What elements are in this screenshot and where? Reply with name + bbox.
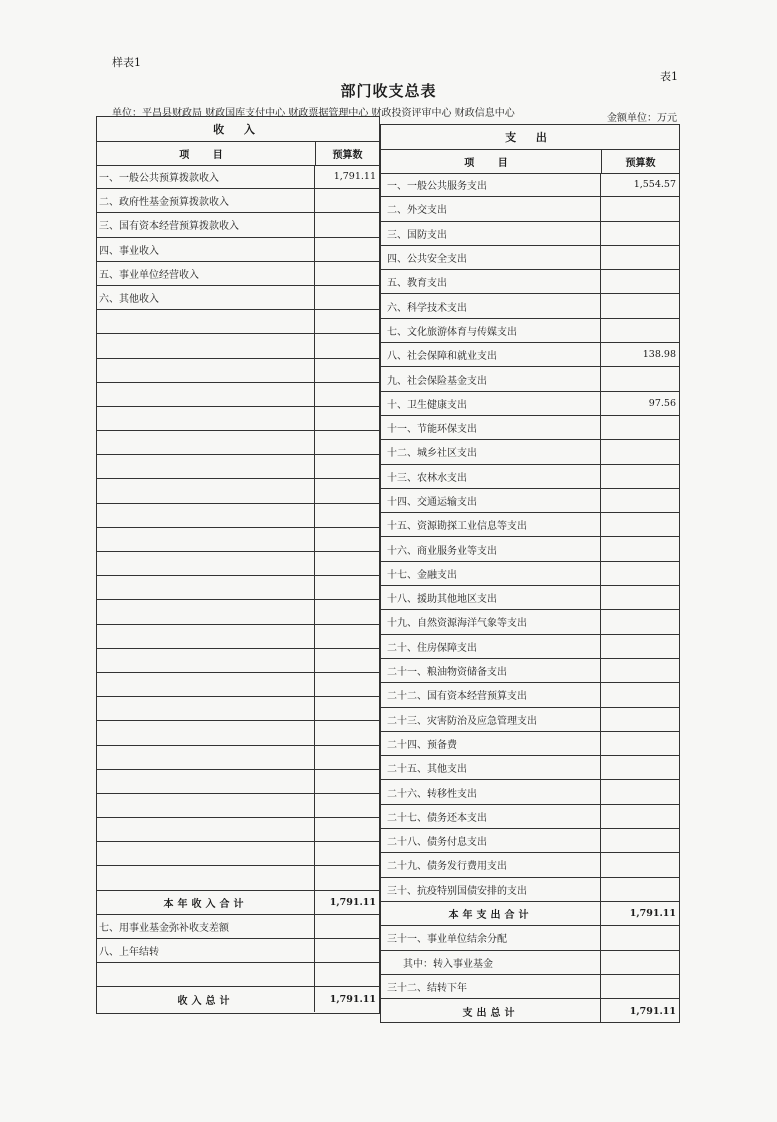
expense-row-name: 十九、自然资源海洋气象等支出 [381,610,601,633]
amount-unit: 金额单位：万元 [607,113,677,124]
income-row-value: 1,791.11 [329,993,376,1005]
income-row-value [315,334,379,357]
expense-row-value [601,683,679,706]
expense-row-name: 二十、住房保障支出 [381,635,601,658]
income-row-value [315,721,379,744]
income-row-value [315,649,379,672]
expense-row-value: 138.98 [642,349,676,361]
expense-row-value [601,270,679,293]
expense-row-name: 十八、援助其他地区支出 [381,586,601,609]
expense-row [381,951,679,975]
income-row-value [315,504,379,527]
income-row-name [97,794,315,817]
expense-row-value [601,635,679,658]
income-row-name [97,334,315,357]
income-row-name: 收入总计 [97,987,315,1011]
income-row [97,455,379,479]
income-row-value [315,213,379,236]
income-row-name [97,528,315,551]
income-col-item: 项 目 [97,141,316,165]
income-row-name [97,359,315,382]
income-row-name: 一、一般公共预算拨款收入 [97,165,315,188]
income-row-name: 六、其他收入 [97,286,315,309]
expense-row-value [601,853,679,876]
income-row-name [97,649,315,672]
income-row-value [315,455,379,478]
income-row [97,334,379,358]
income-row-name [97,600,315,623]
expense-row [381,513,679,537]
expense-row-name: 二十九、债务发行费用支出 [381,853,601,876]
income-row-name [97,866,315,889]
income-rows [97,165,379,1012]
income-row-name [97,576,315,599]
income-row-value [315,673,379,696]
income-row-value [315,407,379,430]
expense-row [381,294,679,318]
expense-row-value [601,659,679,682]
income-row-name [97,625,315,648]
expense-row [381,537,679,561]
income-row-value [315,625,379,648]
income-row [97,673,379,697]
expense-row [381,853,679,877]
expense-row-name: 十六、商业服务业等支出 [381,537,601,560]
income-row-value: 1,791.11 [329,896,376,908]
expense-row-value: 1,791.11 [629,908,676,920]
expense-row-name: 六、科学技术支出 [381,294,601,317]
income-row-value [315,818,379,841]
income-row-name: 五、事业单位经营收入 [97,262,315,285]
income-row-name: 本年收入合计 [97,891,315,914]
income-row-value [315,866,379,889]
expense-row [381,367,679,391]
expense-row-value [601,489,679,512]
expense-row-value [601,780,679,803]
income-row-value [315,600,379,623]
income-row-value [315,189,379,212]
income-row [97,600,379,624]
income-row-value: 1,791.11 [333,171,376,183]
income-row [97,866,379,890]
expense-row-name: 十、卫生健康支出 [381,392,601,415]
expense-row-value [601,756,679,779]
expense-row [381,926,679,950]
expense-row-name: 三十二、结转下年 [381,975,601,998]
expense-subheader [381,149,679,174]
income-row [97,915,379,939]
income-row-name [97,504,315,527]
income-row-name [97,479,315,502]
income-row-name [97,310,315,333]
expense-row [381,416,679,440]
income-row-name [97,697,315,720]
income-subheader [97,141,379,166]
income-col-budget: 预算数 [332,149,363,161]
income-row [97,213,379,237]
expense-row-name: 二十四、预备费 [381,732,601,755]
expense-row-value [601,440,679,463]
income-row [97,431,379,455]
income-row-name [97,746,315,769]
expense-row-name: 三十、抗疫特别国债安排的支出 [381,878,601,901]
income-row [97,165,379,189]
income-row [97,625,379,649]
expense-row-name: 一、一般公共服务支出 [381,173,601,196]
expense-row [381,173,679,197]
income-row-value [315,479,379,502]
expense-row [381,829,679,853]
expense-row-value [601,708,679,731]
income-row [97,939,379,963]
expense-col-item: 项 目 [381,149,602,173]
income-row-value [315,915,379,938]
expense-row-name: 十四、交通运输支出 [381,489,601,512]
income-row-name: 八、上年结转 [97,939,315,962]
expense-row-name: 三、国防支出 [381,222,601,245]
expense-row-value [601,294,679,317]
expense-row-value: 1,791.11 [629,1005,676,1017]
income-row-value [315,963,379,986]
expense-row-name: 三十一、事业单位结余分配 [381,926,601,949]
income-row-name [97,842,315,865]
expense-row [381,392,679,416]
income-row-name [97,673,315,696]
expense-row [381,246,679,270]
income-row [97,552,379,576]
expense-row-name: 二十一、粮油物资储备支出 [381,659,601,682]
expense-row-value [601,878,679,901]
expense-row-value [601,805,679,828]
income-row [97,842,379,866]
income-row-value [315,383,379,406]
income-row [97,891,379,915]
expense-row [381,465,679,489]
income-row-name: 二、政府性基金预算拨款收入 [97,189,315,212]
income-row-value [315,697,379,720]
expense-rows [381,173,679,1023]
income-row-value [315,939,379,962]
page-title: 部门收支总表 [340,82,437,100]
income-row [97,262,379,286]
expense-row-value [601,586,679,609]
expense-row [381,489,679,513]
income-header: 收 入 [97,117,379,142]
income-row [97,407,379,431]
income-row [97,649,379,673]
income-row [97,770,379,794]
expense-row-name: 四、公共安全支出 [381,246,601,269]
expense-row [381,878,679,902]
income-row [97,746,379,770]
expense-row-value [601,222,679,245]
income-row-name [97,455,315,478]
expense-row-value [601,465,679,488]
expense-row [381,222,679,246]
income-row-value [315,431,379,454]
income-row-value [315,528,379,551]
income-row [97,697,379,721]
expense-col-budget: 预算数 [625,157,656,169]
income-row [97,576,379,600]
expense-row-name: 五、教育支出 [381,270,601,293]
expense-row-value [601,829,679,852]
income-row [97,479,379,503]
expense-row-name: 二十六、转移性支出 [381,780,601,803]
expense-row-value [601,562,679,585]
income-row [97,238,379,262]
income-row-value [315,552,379,575]
income-row-name [97,431,315,454]
income-row-value [315,310,379,333]
expense-row [381,270,679,294]
expense-header: 支 出 [381,125,679,150]
expense-row [381,756,679,780]
income-row-name: 七、用事业基金弥补收支差额 [97,915,315,938]
income-row-name [97,963,315,986]
expense-row-name: 十二、城乡社区支出 [381,440,601,463]
expense-row-value [601,951,679,974]
expense-row [381,343,679,367]
expense-row-value: 97.56 [648,397,676,409]
income-row [97,504,379,528]
income-row [97,818,379,842]
expense-row-name: 十三、农林水支出 [381,465,601,488]
income-row [97,383,379,407]
expense-row [381,708,679,732]
expense-row-value [601,513,679,536]
income-table [96,116,380,1014]
income-row-name [97,770,315,793]
expense-row-value [601,537,679,560]
expense-row-name: 八、社会保障和就业支出 [381,343,601,366]
expense-table [380,124,680,1023]
expense-row-value [601,197,679,220]
income-row-value [315,576,379,599]
expense-row-value [601,926,679,949]
expense-row-name: 二、外交支出 [381,197,601,220]
income-row-name [97,383,315,406]
income-row-value [315,770,379,793]
expense-row-name: 二十三、灾害防治及应急管理支出 [381,708,601,731]
income-row-name: 三、国有资本经营预算拨款收入 [97,213,315,236]
expense-row [381,586,679,610]
expense-row [381,902,679,926]
expense-row-name: 其中：转入事业基金 [381,951,601,974]
income-row-value [315,238,379,261]
income-row [97,794,379,818]
income-row-name [97,407,315,430]
expense-row-value [601,319,679,342]
income-row-value [315,794,379,817]
sample-label: 样表1 [112,56,141,69]
expense-row-value [601,732,679,755]
expense-row-name: 十一、节能环保支出 [381,416,601,439]
expense-row [381,732,679,756]
expense-row [381,805,679,829]
expense-row [381,319,679,343]
expense-row [381,999,679,1023]
income-row-value [315,286,379,309]
expense-row [381,197,679,221]
income-row [97,963,379,987]
expense-row-name: 二十七、债务还本支出 [381,805,601,828]
income-row [97,286,379,310]
expense-row [381,562,679,586]
income-row-name [97,818,315,841]
expense-row-value [601,246,679,269]
expense-row-name: 二十八、债务付息支出 [381,829,601,852]
expense-row-name: 十五、资源勘探工业信息等支出 [381,513,601,536]
expense-row-name: 九、社会保险基金支出 [381,367,601,390]
expense-row [381,683,679,707]
expense-row-name: 二十五、其他支出 [381,756,601,779]
income-row [97,987,379,1011]
income-row-name: 四、事业收入 [97,238,315,261]
expense-row [381,610,679,634]
expense-row [381,780,679,804]
expense-row-value [601,416,679,439]
income-row [97,189,379,213]
expense-row-value [601,610,679,633]
expense-row-value [601,367,679,390]
income-row [97,721,379,745]
expense-row-value: 1,554.57 [633,179,676,191]
expense-row-name: 七、文化旅游体育与传媒支出 [381,319,601,342]
expense-row-name: 十七、金融支出 [381,562,601,585]
income-row-value [315,262,379,285]
income-row [97,359,379,383]
income-row [97,310,379,334]
income-row-value [315,746,379,769]
income-row [97,528,379,552]
expense-row [381,440,679,464]
expense-row [381,975,679,999]
expense-row-name: 本年支出合计 [381,902,601,925]
income-row-name [97,721,315,744]
unit-line: 单位：平昌县财政局 财政国库支付中心 财政票据管理中心 财政投资评审中心 财政信息中心 [112,108,515,119]
expense-row-name: 二十二、国有资本经营预算支出 [381,683,601,706]
income-row-name [97,552,315,575]
table-number: 表1 [660,70,678,83]
income-row-value [315,359,379,382]
expense-row [381,635,679,659]
expense-row-name: 支出总计 [381,999,601,1023]
income-row-value [315,842,379,865]
expense-row [381,659,679,683]
expense-row-value [601,975,679,998]
